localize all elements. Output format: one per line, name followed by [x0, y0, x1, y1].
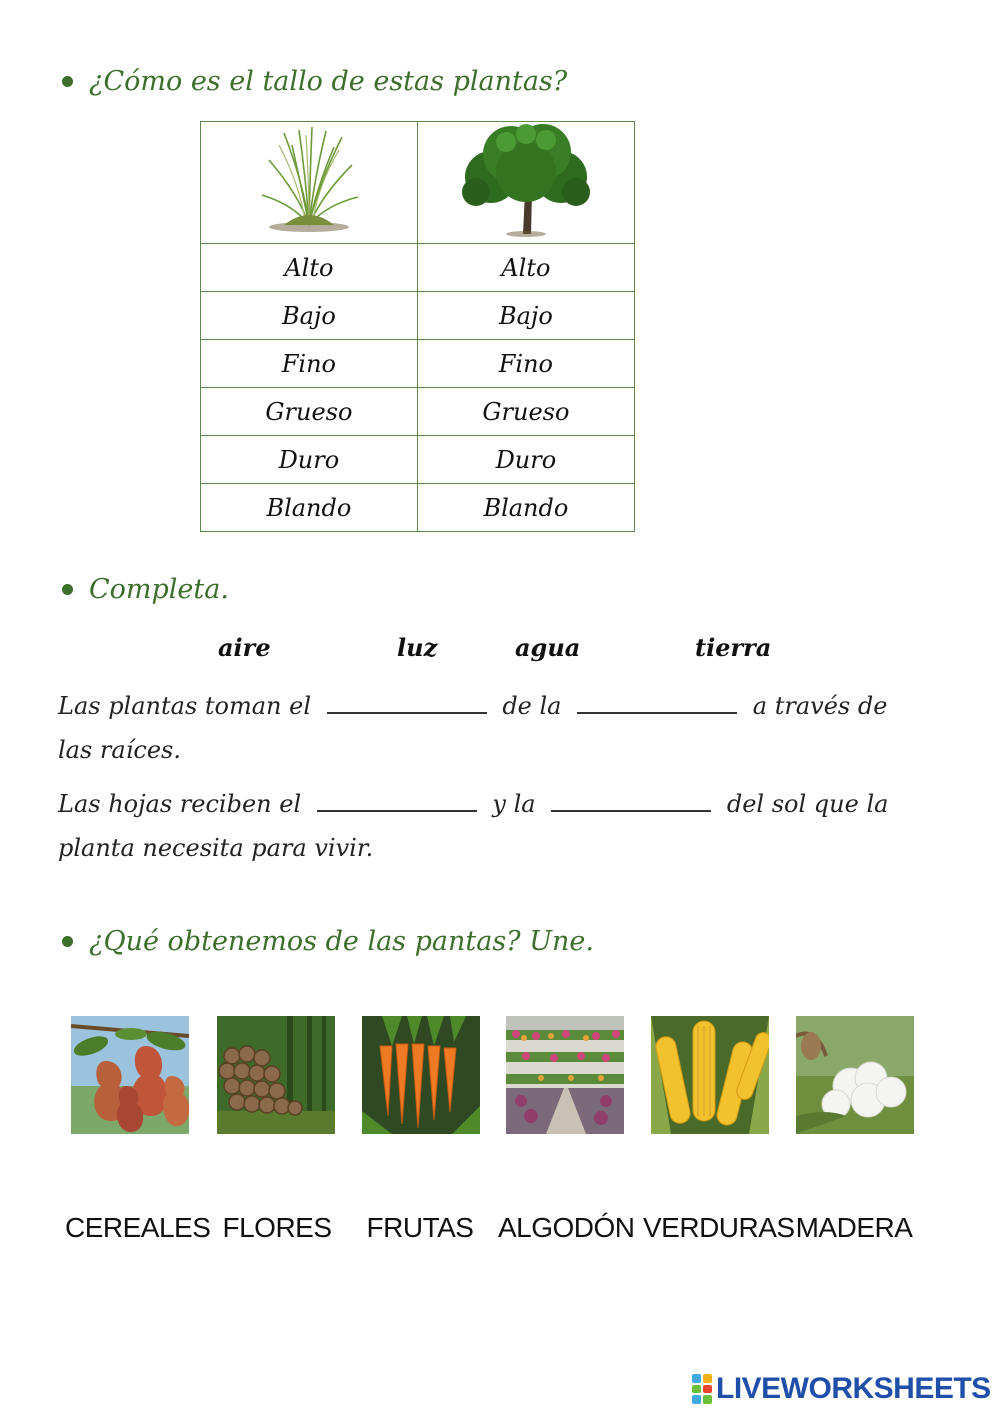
section-heading-complete: [62, 574, 229, 605]
cotton-photo[interactable]: [796, 1016, 914, 1134]
label-flores[interactable]: FLORES: [222, 1212, 332, 1243]
label-frutas[interactable]: FRUTAS: [366, 1212, 474, 1243]
word-bank-aire[interactable]: aire: [218, 633, 271, 662]
section-heading-stems: [62, 66, 567, 97]
tree-image: [451, 122, 601, 237]
grass-plant-image: [254, 125, 364, 235]
pears-photo[interactable]: [71, 1016, 189, 1134]
brand-text: LIVEWORKSHEETS: [716, 1372, 991, 1405]
sentence-text: Las hojas reciben el: [58, 790, 302, 818]
flower-greenhouse-photo[interactable]: [506, 1016, 624, 1134]
firewood-photo[interactable]: [217, 1016, 335, 1134]
sentence-2: [58, 782, 918, 870]
bullet-icon: [62, 76, 73, 87]
option-grueso-grass[interactable]: Grueso: [201, 388, 418, 436]
label-verduras[interactable]: VERDURAS: [643, 1212, 795, 1243]
option-bajo-grass[interactable]: Bajo: [201, 292, 418, 340]
sentence-text: Las plantas toman el: [58, 692, 312, 720]
heading-text: Completa.: [89, 574, 229, 605]
heading-text: ¿Qué obtenemos de las pantas? Une.: [89, 926, 594, 957]
label-cereales[interactable]: CEREALES: [65, 1212, 211, 1243]
stem-table: [200, 121, 635, 532]
corn-photo[interactable]: [651, 1016, 769, 1134]
blank-input[interactable]: [551, 790, 711, 812]
option-bajo-tree[interactable]: Bajo: [417, 292, 634, 340]
sentence-text: y la: [492, 790, 536, 818]
sentence-1: [58, 684, 918, 772]
sentence-text: a través de: [752, 692, 888, 720]
bullet-icon: [62, 936, 73, 947]
heading-text: ¿Cómo es el tallo de estas plantas?: [89, 66, 568, 97]
sentence-text: las raíces.: [58, 736, 181, 764]
section-heading-match: [62, 926, 594, 957]
sentence-text: del sol que la: [726, 790, 889, 818]
option-duro-grass[interactable]: Duro: [201, 436, 418, 484]
liveworksheets-logo: [692, 1372, 991, 1406]
word-bank-tierra[interactable]: tierra: [695, 633, 772, 662]
carrots-photo[interactable]: [362, 1016, 480, 1134]
option-blando-tree[interactable]: Blando: [417, 484, 634, 532]
label-algodon[interactable]: ALGODÓN: [498, 1212, 635, 1243]
option-alto-grass[interactable]: Alto: [201, 244, 418, 292]
bullet-icon: [62, 584, 73, 595]
blank-input[interactable]: [577, 692, 737, 714]
blank-input[interactable]: [317, 790, 477, 812]
sentence-text: planta necesita para vivir.: [58, 834, 374, 862]
option-grueso-tree[interactable]: Grueso: [417, 388, 634, 436]
option-alto-tree[interactable]: Alto: [417, 244, 634, 292]
option-duro-tree[interactable]: Duro: [417, 436, 634, 484]
tree-cell: [417, 122, 634, 244]
logo-icon: [692, 1374, 712, 1404]
option-fino-grass[interactable]: Fino: [201, 340, 418, 388]
sentence-text: de la: [502, 692, 562, 720]
word-bank-luz[interactable]: luz: [397, 633, 438, 662]
option-blando-grass[interactable]: Blando: [201, 484, 418, 532]
option-fino-tree[interactable]: Fino: [417, 340, 634, 388]
word-bank-agua[interactable]: agua: [515, 633, 581, 662]
blank-input[interactable]: [327, 692, 487, 714]
label-madera[interactable]: MADERA: [795, 1212, 913, 1243]
grass-cell: [201, 122, 418, 244]
